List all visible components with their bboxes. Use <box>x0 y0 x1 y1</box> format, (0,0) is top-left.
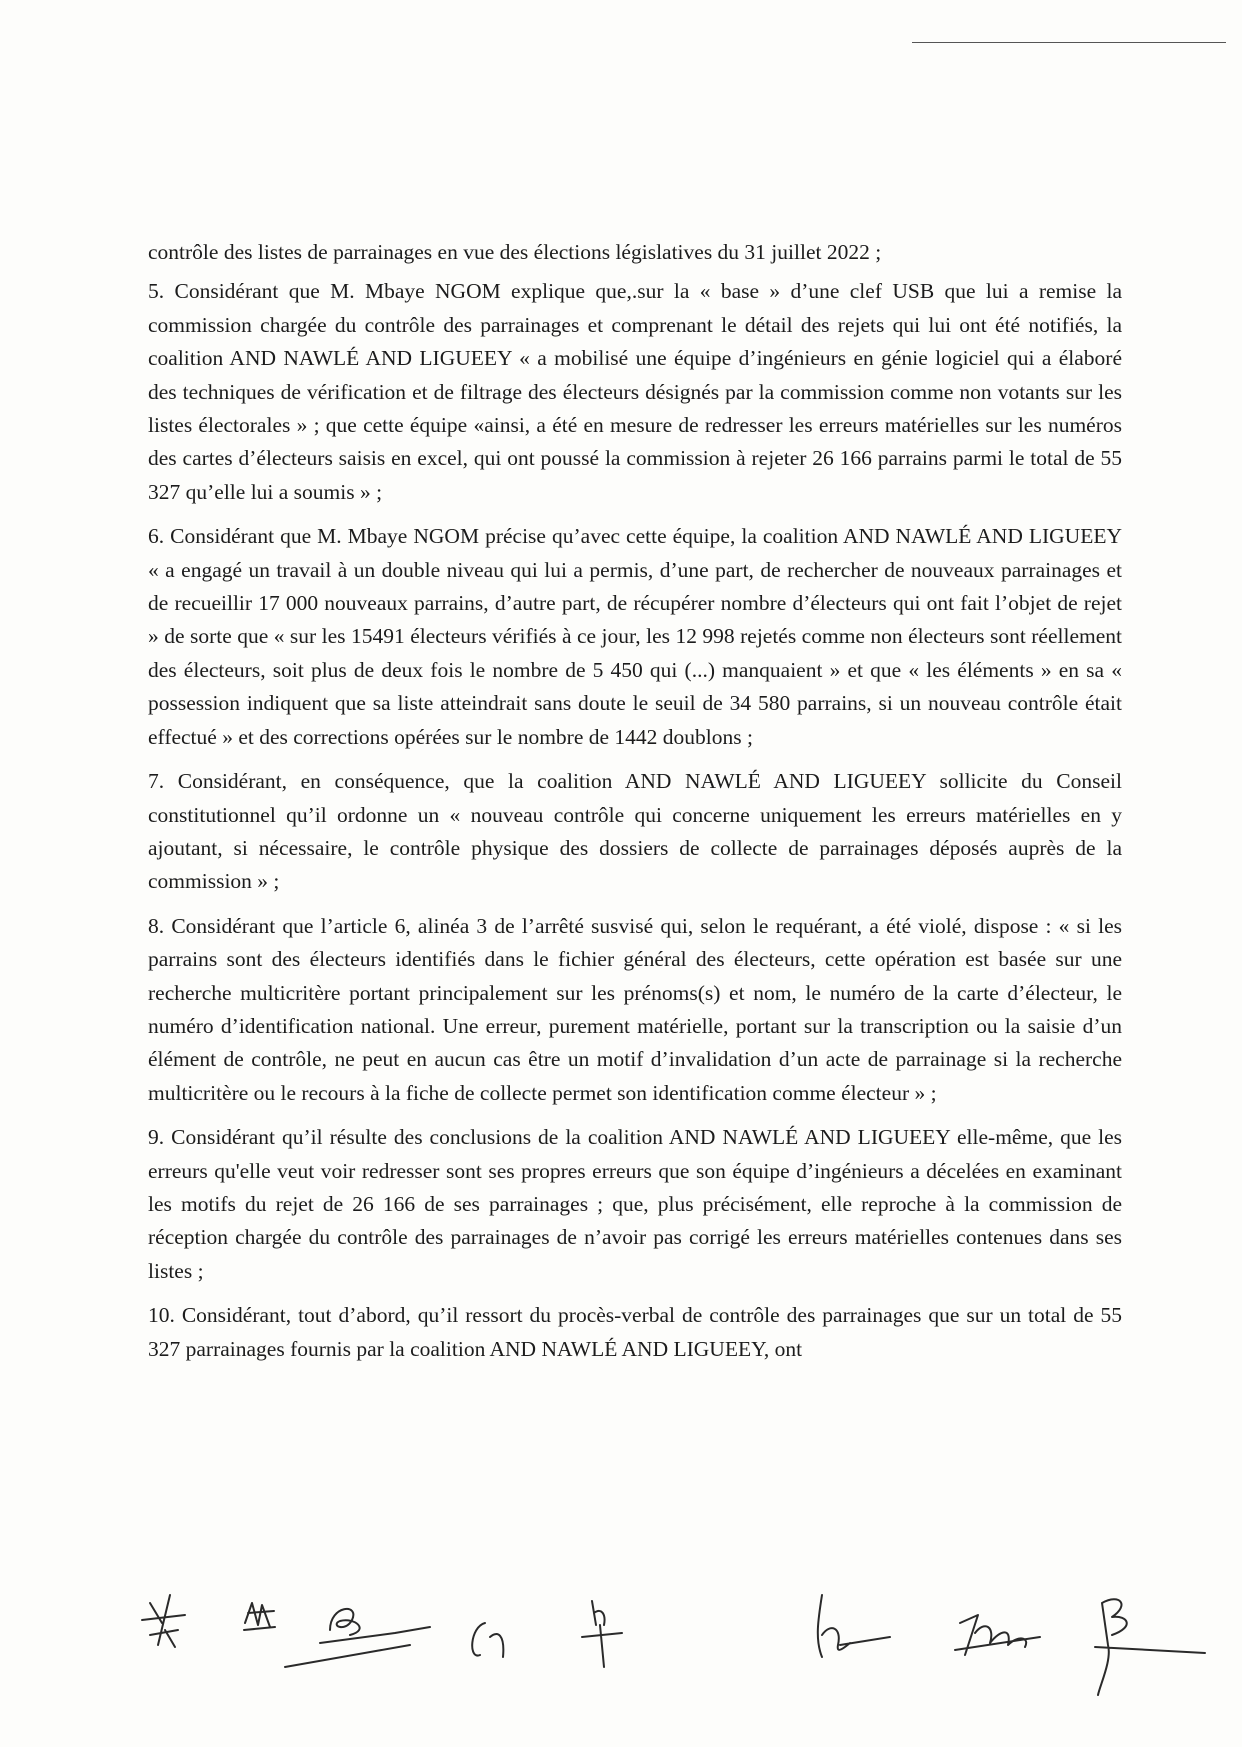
paragraph-text: Considérant que M. Mbaye NGOM précise qu’avec cette équipe, la coalition AND NAWLÉ AND LIGUEEY « a engagé un travail à un double niveau qui lui a permis, d’une part, de rechercher de nouveaux parrainages et de recueillir 17 000 nouveaux parrains, d’autre part, de récupérer nombre d’électeurs qui ont fait l’objet de rejet » de sorte que « sur les 15491 électeurs vérifiés à ce jour, les 12 998 rejetés comme non électeurs sont réellement des électeurs, soit plus de deux fois le nombre de 5 450 qui (...) manquaient » et que « les éléments » en sa « possession indiquent que sa liste atteindrait sans doute le seuil de 34 580 parrains, si un nouveau contrôle était effectué » et des corrections opérées sur le nombre de 1442 doublons ; <box>148 524 1123 749</box>
header-rule <box>912 42 1226 43</box>
paragraph-text: contrôle des listes de parrainages en vue des élections législatives du 31 juillet 2022 ; <box>148 240 882 264</box>
paragraph-number: 6. <box>148 524 165 549</box>
signature-icon <box>244 1603 275 1630</box>
paragraph-number: 10. <box>148 1303 175 1328</box>
signature-icon <box>818 1595 890 1657</box>
paragraph-continuation <box>148 236 1122 269</box>
paragraph-8 <box>148 910 1122 1110</box>
paragraph-text: Considérant que M. Mbaye NGOM explique que,.sur la « base » d’une clef USB que lui a remise la commission chargée du contrôle des parrainages et comprenant le détail des rejets qui lui ont été notifiés, la coalition AND NAWLÉ AND LIGUEEY « a mobilisé une équipe d’ingénieurs en génie logiciel qui a élaboré des techniques de vérification et de filtrage des électeurs désignés par la commission comme non votants sur les listes électorales » ; que cette équipe «ainsi, a été en mesure de redresser les erreurs matérielles sur les numéros des cartes d’électeurs saisis en excel, qui ont poussé la commission à rejeter 26 166 parrains parmi le total de 55 327 qu’elle lui a soumis » ; <box>148 279 1123 504</box>
paragraph-number: 7. <box>148 769 165 794</box>
paragraph-text: Considérant que l’article 6, alinéa 3 de l’arrêté susvisé qui, selon le requérant, a été violé, dispose : « si les parrains sont des électeurs identifiés dans le fichier général des électeurs, cette opération est basée sur une recherche multicritère portant principalement sur les prénoms(s) et nom, le numéro de la carte d’électeur, le numéro d’identification national. Une erreur, purement matérielle, portant sur la transcription ou la saisie d’un élément de contrôle, ne peut en aucun cas être un motif d’invalidation d’un acte de parrainage si la recherche multicritère ou le recours à la fiche de collecte permet son identification comme électeur » ; <box>148 913 1123 1105</box>
paragraph-7 <box>148 765 1122 899</box>
paragraph-text: Considérant, tout d’abord, qu’il ressort du procès-verbal de contrôle des parrainages que sur un total de 55 327 parrainages fournis par la coalition AND NAWLÉ AND LIGUEEY, ont <box>148 1303 1122 1361</box>
signature-icon <box>472 1623 503 1657</box>
signature-icon <box>955 1615 1040 1655</box>
paragraph-9 <box>148 1121 1122 1288</box>
signature-icon <box>142 1595 185 1647</box>
paragraph-6 <box>148 520 1122 754</box>
paragraph-text: Considérant qu’il résulte des conclusions de la coalition AND NAWLÉ AND LIGUEEY elle-même, que les erreurs qu'elle veut voir redresser sont ses propres erreurs que son équipe d’ingénieurs a décelées en examinant les motifs du rejet de 26 166 de ses parrainages ; que, plus précisément, elle reproche à la commission de réception chargée du contrôle des parrainages de n’avoir pas corrigé les erreurs matérielles contenues dans ses listes ; <box>148 1125 1123 1283</box>
document-body <box>148 236 1122 1377</box>
paragraph-number: 8. <box>148 913 165 938</box>
paragraph-number: 5. <box>148 279 165 304</box>
signature-icon <box>1095 1599 1205 1695</box>
signature-icon <box>285 1609 430 1667</box>
paragraph-5 <box>148 275 1122 509</box>
signature-row <box>0 1575 1242 1747</box>
paragraph-text: Considérant, en conséquence, que la coalition AND NAWLÉ AND LIGUEEY sollicite du Conseil constitutionnel qu’il ordonne un « nouveau contrôle qui concerne uniquement les erreurs matérielles en y ajoutant, si nécessaire, le contrôle physique des dossiers de collecte de parrainages déposés auprès de la commission » ; <box>148 769 1122 894</box>
paragraph-10 <box>148 1299 1122 1366</box>
paragraph-number: 9. <box>148 1125 165 1150</box>
signature-icon <box>582 1601 622 1667</box>
